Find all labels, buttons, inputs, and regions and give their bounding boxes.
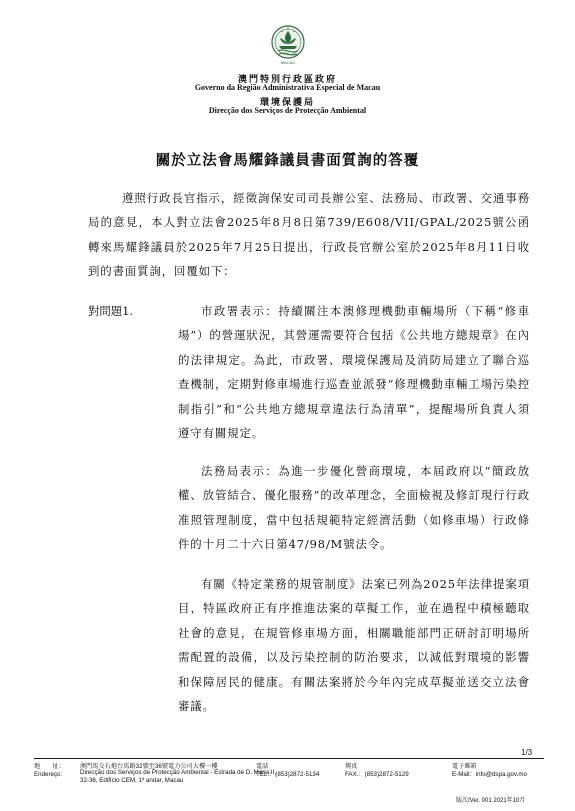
footer-address-pt-line2: 32-36, Edifício CEM, 1º andar, Macau bbox=[80, 777, 184, 784]
document-title: 關於立法會馬耀鋒議員書面質詢的答覆 bbox=[155, 153, 420, 169]
department-name-portuguese: Direcção dos Serviços de Protecção Ambiental bbox=[208, 106, 367, 115]
footer-tel-label: 電話 bbox=[256, 763, 269, 770]
footer-address-zh: 澳門馬交石炮台馬路32號至36號電力公司大樓一樓 bbox=[80, 763, 218, 770]
government-name-chinese: 澳門特別行政區政府 bbox=[237, 74, 337, 84]
footer-tel: TEL.：(853)2872-5134 bbox=[256, 771, 320, 778]
footer-fax-label: 傳真 bbox=[345, 763, 358, 770]
emblem-caption: MACAU bbox=[280, 60, 296, 65]
footer-fax: FAX.：(853)2872-5129 bbox=[345, 771, 409, 778]
department-name-chinese: 環境保護局 bbox=[259, 97, 315, 107]
answer-paragraph-legal-affairs: 法務局表示：為進一步優化營商環境，本屆政府以“簡政放權、放管結合、優化服務”的改革理念，全面檢視及修訂現行行政准照管理制度，當中包括規範特定經濟活動（如修車場）行政條件的十月二十六日第47/98/M號法令。 bbox=[178, 464, 530, 552]
footer-address-label-zh: 地 址： bbox=[34, 763, 65, 770]
question-label: 對問題1. bbox=[88, 304, 134, 318]
answer-paragraph-bill: 有關《特定業務的規管制度》法案已列為2025年法律提案項目，特區政府正有序推進法案的草擬工作，並在過程中積極聽取社會的意見，在規管修車場方面，相關職能部門正研討訂明場所需配置的設備，以及污染控制的防治要求，以減低對環境的影響和保障居民的健康。有關法案將於今年內完成草擬並送交立法會審議。 bbox=[178, 577, 530, 714]
answer-paragraph-municipal: 市政署表示：持續關注本澳修理機動車輛場所（下稱“修車場”）的營運狀況，其營運需要符合包括《公共地方總規章》在內的法律規定。為此，市政署、環境保護局及消防局建立了聯合巡查機制，定期對修車場進行巡查並派發“修理機動車輛工場污染控制指引”和“公共地方總規章違法行為清單”，提醒場所負責人須遵守有關規定。 bbox=[178, 304, 530, 441]
footer-divider bbox=[34, 758, 544, 759]
government-name-portuguese: Governo da Região Administrativa Especial de Macau bbox=[194, 83, 381, 92]
page-number: 1/3 bbox=[521, 748, 533, 757]
intro-paragraph: 遵照行政長官指示，經徵詢保安司司長辦公室、法務局、市政署、交通事務局的意見，本人對立法會2025年8月8日第739/E608/VII/GPAL/2025號公函轉來馬耀鋒議員於2025年7月25日提出，行政長官辦公室於2025年8月11日收到的書面質詢，回覆如下： bbox=[88, 191, 530, 279]
footer-email: E-Mail：info@dspa.gov.mo bbox=[452, 771, 527, 778]
footer-address-pt-line1: Direcção dos Serviços de Protecção Ambiental - Estrada de D. Maria II, bbox=[80, 769, 277, 776]
footer-email-label: 電子郵箱 bbox=[452, 763, 477, 770]
footer-address-label-pt: Endereço： bbox=[34, 771, 67, 778]
version-info: 版次/Ver. 001 2021年10月 bbox=[456, 798, 526, 804]
macau-sar-emblem-icon bbox=[270, 24, 306, 66]
